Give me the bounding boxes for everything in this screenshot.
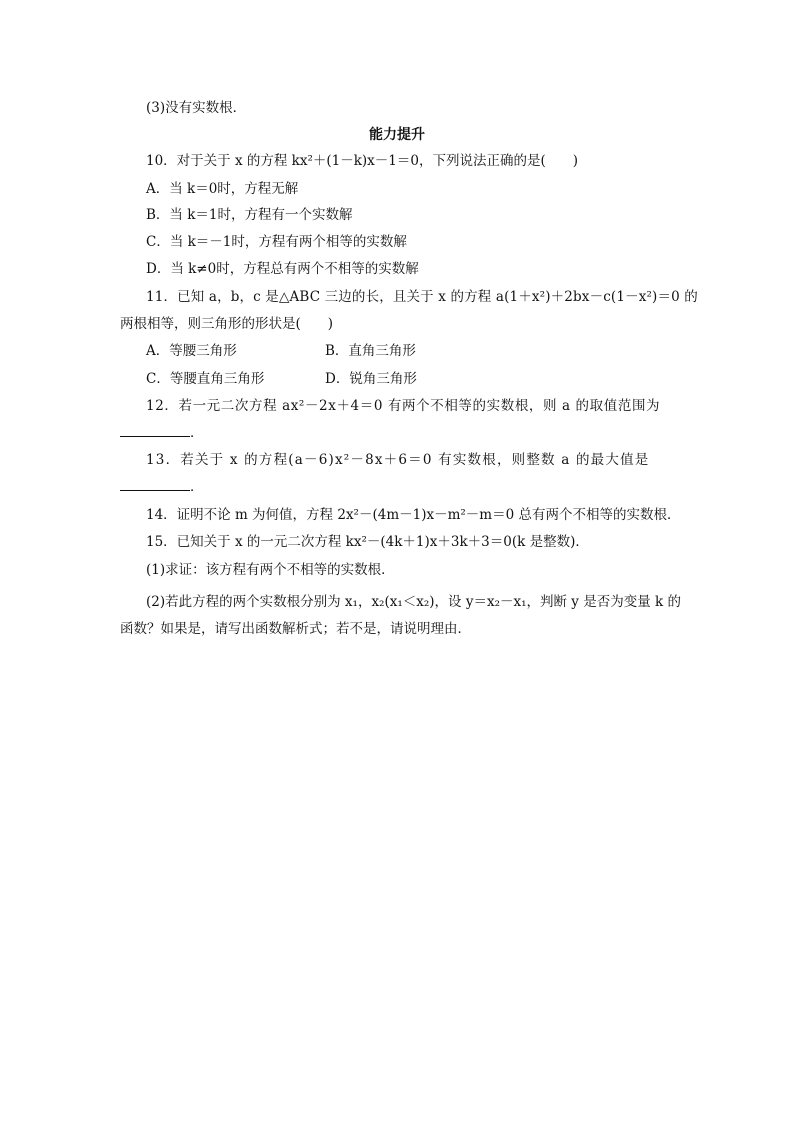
q12-line2-end: ． — [190, 425, 204, 441]
q15-part2-line1: (2)若此方程的两个实数根分别为 x₁，x₂(x₁＜x₂)，设 y＝x₂－x₁，判断 y 是否为变量 k 的 — [146, 594, 681, 610]
q15-stem: 15．已知关于 x 的一元二次方程 kx²－(4k＋1)x＋3k＋3＝0(k 是整数)． — [146, 534, 589, 550]
q10-option-b: B．当 k＝1时，方程有一个实数解 — [146, 207, 353, 223]
q11-stem-line1: 11．已知 a，b，c 是△ABC 三边的长，且关于 x 的方程 a(1＋x²)＋2bx－c(1－x²)＝0 的 — [146, 289, 698, 305]
q10-option-a: A．当 k＝0时，方程无解 — [146, 181, 299, 197]
q11-option-c: C．等腰直角三角形 — [146, 371, 265, 387]
q11-option-d: D．锐角三角形 — [325, 371, 417, 387]
q12-line2 — [120, 424, 204, 442]
q10-option-d: D．当 k≠0时，方程总有两个不相等的实数解 — [146, 261, 419, 277]
q13-line2-end: ． — [190, 479, 204, 495]
q10-option-c: C．当 k＝－1时，方程有两个相等的实数解 — [146, 234, 407, 250]
q11-option-b: B．直角三角形 — [325, 343, 416, 359]
section-title: 能力提升 — [369, 127, 425, 143]
prev-item-text: (3)没有实数根． — [146, 100, 247, 116]
q15-part1: (1)求证：该方程有两个不相等的实数根． — [146, 562, 395, 578]
q14-text: 14．证明不论 m 为何值，方程 2x²－(4m－1)x－m²－m＝0 总有两个不相等的实数根． — [146, 507, 681, 523]
q13-answer-blank — [120, 478, 190, 491]
q13-line2 — [120, 478, 204, 496]
q13-line1: 13．若关于 x 的方程(a－6)x²－8x＋6＝0 有实数根，则整数 a 的最大值是 — [146, 452, 650, 468]
q10-stem: 10．对于关于 x 的方程 kx²＋(1－k)x－1＝0，下列说法正确的是( ) — [146, 153, 578, 169]
q11-option-a: A．等腰三角形 — [146, 343, 237, 359]
q15-part2-line2: 函数？如果是，请写出函数解析式；若不是，请说明理由． — [120, 621, 471, 637]
q11-stem-line2: 两根相等，则三角形的形状是( ) — [120, 316, 334, 332]
q12-line1: 12．若一元二次方程 ax²－2x＋4＝0 有两个不相等的实数根，则 a 的取值范围为 — [146, 398, 661, 414]
q12-answer-blank — [120, 424, 190, 437]
